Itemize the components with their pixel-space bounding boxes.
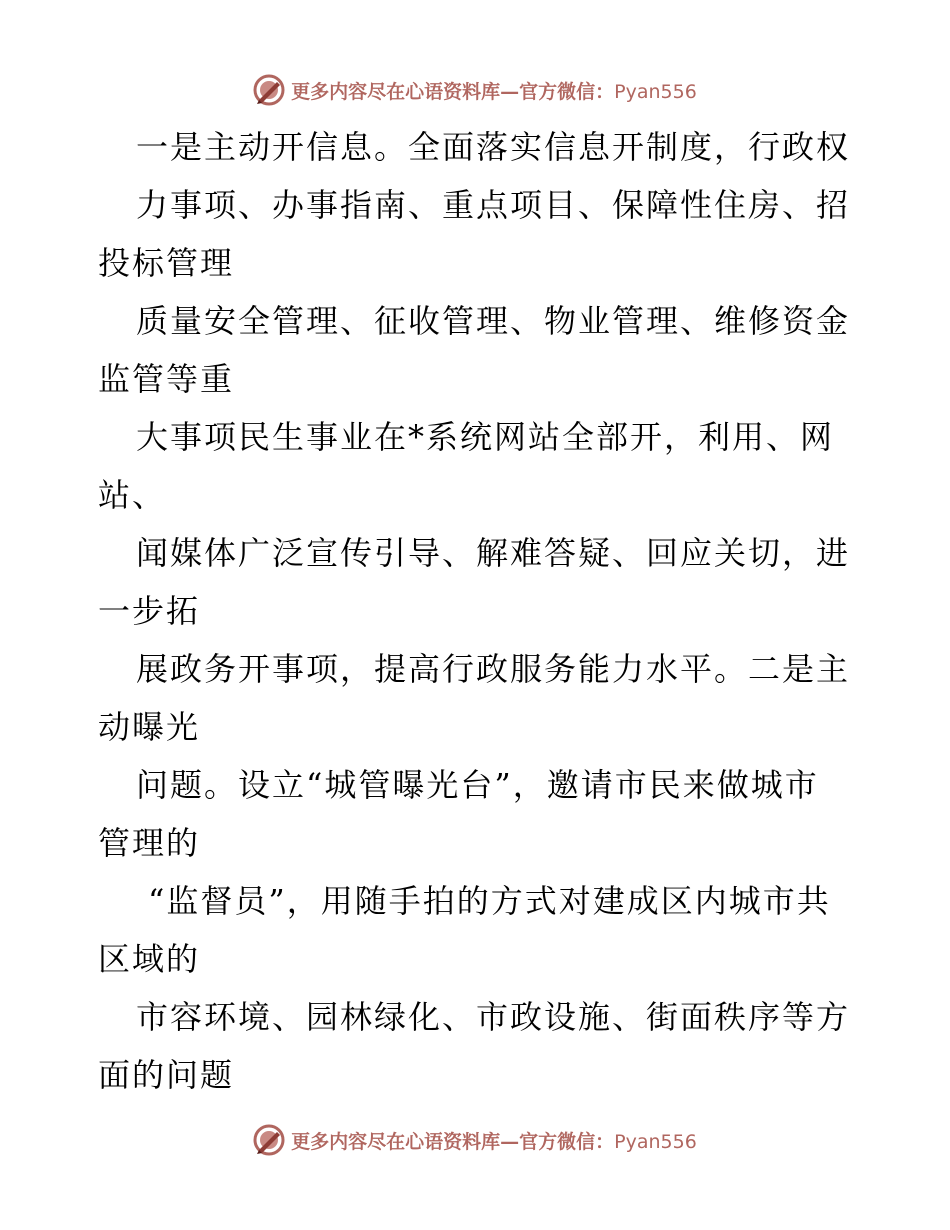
text-line: 一是主动开信息。全面落实信息开制度，行政权 [136, 128, 851, 166]
text-line: 监管等重 [98, 360, 235, 398]
text-line: “监督员”，用随手拍的方式对建成区内城市共 [148, 882, 831, 920]
text-line: 质量安全管理、征收管理、物业管理、维修资金 [136, 302, 851, 340]
header-banner [0, 70, 950, 110]
document-body [98, 118, 858, 1104]
text-line: 力事项、办事指南、重点项目、保障性住房、招 [136, 186, 851, 224]
text-line: 管理的 [98, 824, 201, 862]
text-line: 大事项民生事业在*系统网站全部开，利用、网 [136, 418, 835, 456]
pen-logo-icon [253, 74, 285, 106]
text-line: 展政务开事项，提高行政服务能力水平。二是主 [136, 650, 851, 688]
text-line: 市容环境、园林绿化、市政设施、街面秩序等方 [136, 998, 851, 1036]
text-line: 动曝光 [98, 708, 201, 746]
footer-banner [0, 1120, 950, 1160]
text-line: 站、 [98, 476, 167, 514]
footer-banner-inner [253, 1124, 697, 1156]
text-line: 投标管理 [98, 244, 235, 282]
text-line: 区域的 [98, 940, 201, 978]
header-banner-wechat-id: Pyan556 [614, 80, 697, 103]
text-line: 一步拓 [98, 592, 201, 630]
footer-banner-text [291, 1127, 697, 1154]
text-line: 面的问题 [98, 1056, 235, 1094]
footer-banner-main: 更多内容尽在心语资料库—官方微信： [291, 1130, 615, 1153]
header-banner-text [291, 77, 697, 104]
text-line: 问题。设立“城管曝光台”，邀请市民来做城市 [136, 766, 819, 804]
header-banner-inner [253, 74, 697, 106]
footer-banner-wechat-id: Pyan556 [614, 1130, 697, 1153]
text-line: 闻媒体广泛宣传引导、解难答疑、回应关切，进 [136, 534, 851, 572]
pen-logo-icon [253, 1124, 285, 1156]
header-banner-main: 更多内容尽在心语资料库—官方微信： [291, 80, 615, 103]
